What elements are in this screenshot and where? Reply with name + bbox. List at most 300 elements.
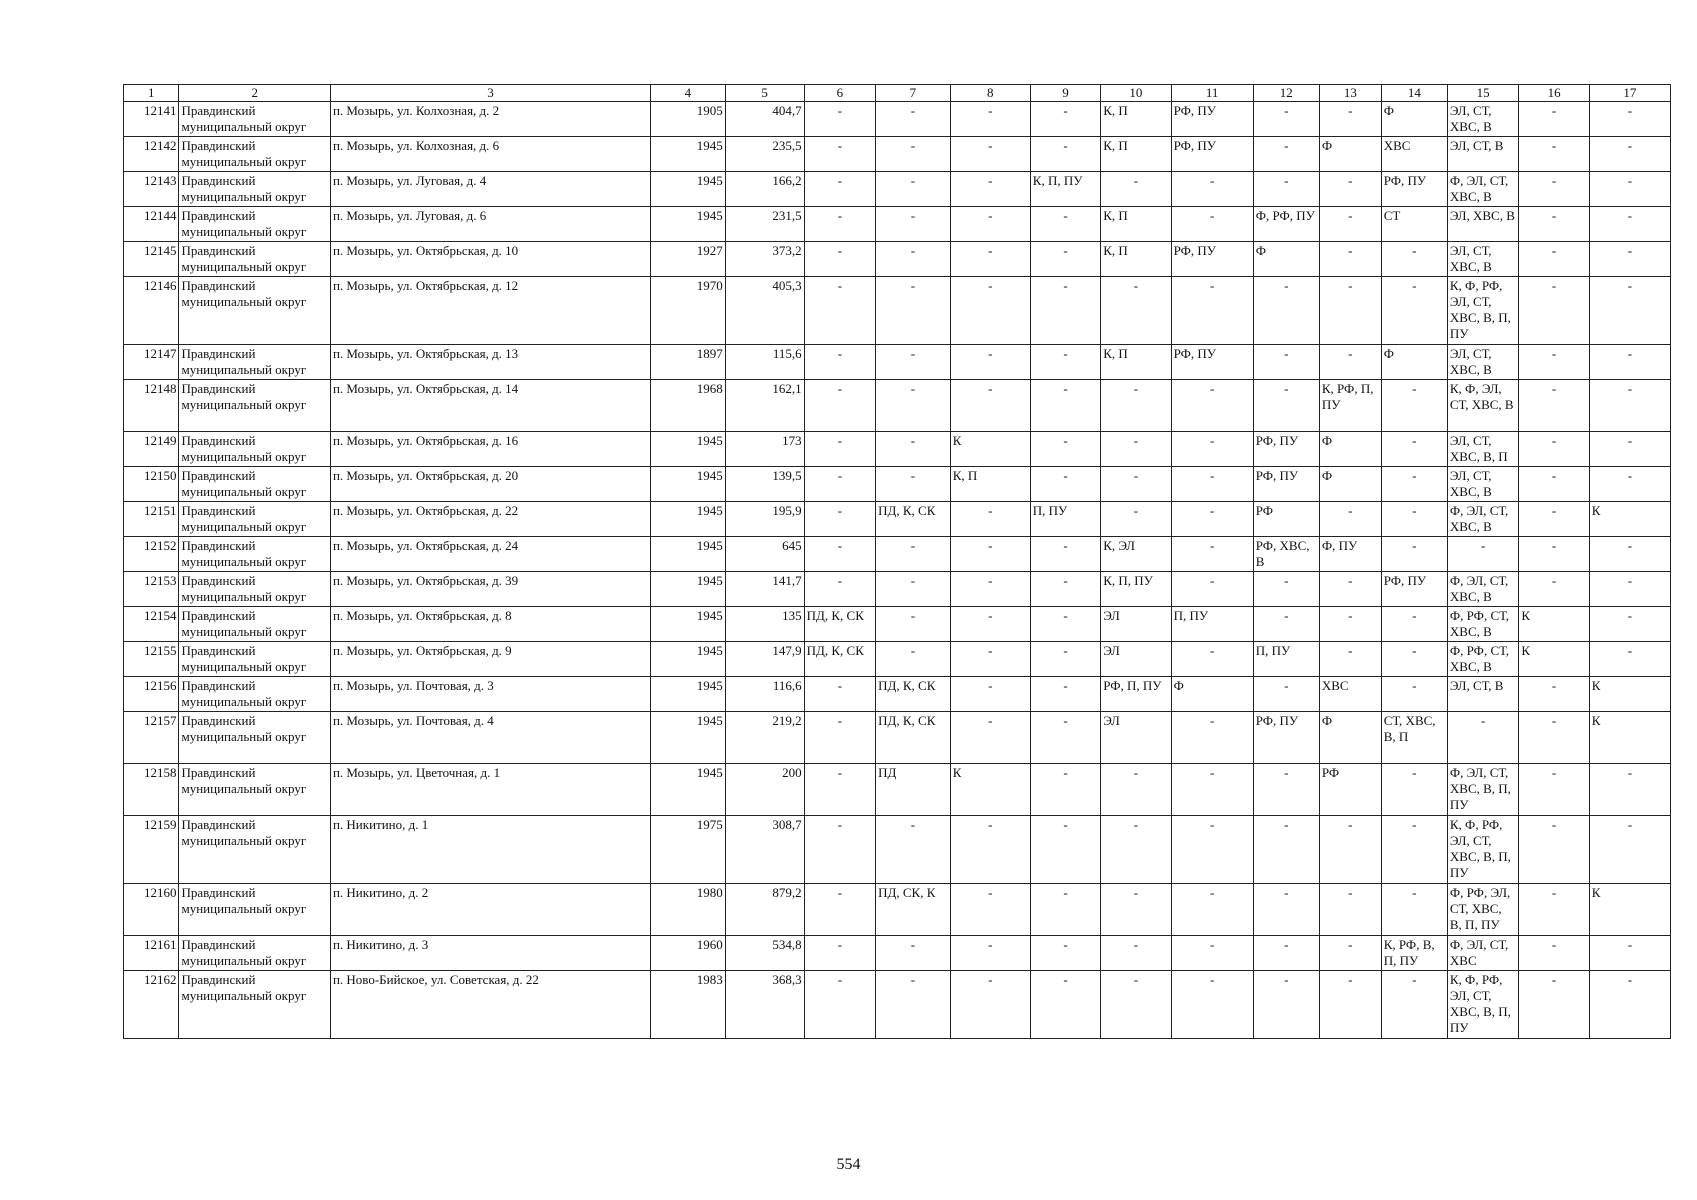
table-cell: 12151 [124, 502, 179, 537]
table-cell: - [950, 572, 1030, 607]
column-header: 17 [1589, 85, 1670, 102]
table-cell: 1970 [651, 277, 726, 345]
table-cell: 405,3 [725, 277, 804, 345]
table-cell: - [1589, 971, 1670, 1039]
table-cell: - [804, 277, 875, 345]
table-cell: 1945 [651, 432, 726, 467]
table-cell: 1980 [651, 884, 726, 936]
table-cell: - [1030, 432, 1100, 467]
table-cell: К, Ф, РФ, ЭЛ, СТ, ХВС, В, П, ПУ [1447, 971, 1518, 1039]
table-cell: 12153 [124, 572, 179, 607]
table-cell: - [1171, 572, 1253, 607]
table-cell: - [1319, 971, 1381, 1039]
column-header: 9 [1030, 85, 1100, 102]
table-cell: - [950, 137, 1030, 172]
table-cell: Ф [1171, 677, 1253, 712]
table-cell: - [950, 345, 1030, 380]
table-cell: - [804, 345, 875, 380]
table-cell: Правдинский муниципальный округ [179, 607, 330, 642]
table-cell: - [804, 677, 875, 712]
column-header: 5 [725, 85, 804, 102]
table-row [124, 607, 1671, 642]
table-cell: - [1519, 467, 1589, 502]
table-cell: Правдинский муниципальный округ [179, 884, 330, 936]
table-cell: - [1519, 712, 1589, 764]
table-row [124, 971, 1671, 1039]
table-cell: 1905 [651, 102, 726, 137]
table-cell: - [1589, 242, 1670, 277]
table-cell: - [804, 432, 875, 467]
table-row [124, 884, 1671, 936]
table-cell: п. Мозырь, ул. Октябрьская, д. 10 [330, 242, 650, 277]
table-cell: - [1319, 572, 1381, 607]
table-cell: ЭЛ, ХВС, В [1447, 207, 1518, 242]
table-cell: п. Никитино, д. 1 [330, 816, 650, 884]
table-cell: - [1381, 971, 1447, 1039]
column-header: 15 [1447, 85, 1518, 102]
table-cell: - [1253, 102, 1319, 137]
column-header: 11 [1171, 85, 1253, 102]
table-cell: Правдинский муниципальный округ [179, 432, 330, 467]
table-cell: - [1171, 467, 1253, 502]
table-cell: - [1319, 607, 1381, 642]
table-cell: К [1589, 677, 1670, 712]
table-cell: К, П, ПУ [1030, 172, 1100, 207]
table-cell: - [1589, 345, 1670, 380]
table-cell: - [1030, 242, 1100, 277]
table-cell: 219,2 [725, 712, 804, 764]
table-cell: - [876, 380, 951, 432]
table-row [124, 712, 1671, 764]
table-cell: 1945 [651, 677, 726, 712]
table-cell: - [1030, 102, 1100, 137]
table-cell: - [1171, 816, 1253, 884]
column-header: 7 [876, 85, 951, 102]
table-cell: - [1519, 277, 1589, 345]
table-cell: 1945 [651, 607, 726, 642]
table-row [124, 537, 1671, 572]
table-cell: Ф [1319, 467, 1381, 502]
column-header: 12 [1253, 85, 1319, 102]
table-cell: - [1519, 172, 1589, 207]
table-cell: 12141 [124, 102, 179, 137]
table-cell: К [1589, 712, 1670, 764]
table-cell: п. Никитино, д. 2 [330, 884, 650, 936]
table-cell: - [1171, 764, 1253, 816]
table-cell: - [1171, 712, 1253, 764]
table-cell: К [1519, 607, 1589, 642]
table-cell: - [1101, 380, 1171, 432]
table-cell: - [1589, 572, 1670, 607]
page-number: 554 [836, 1156, 861, 1173]
table-cell: - [1171, 936, 1253, 971]
table-cell: - [1171, 971, 1253, 1039]
table-cell: - [950, 502, 1030, 537]
table-cell: К, П [950, 467, 1030, 502]
table-cell: - [1101, 971, 1171, 1039]
table-cell: - [1589, 137, 1670, 172]
table-cell: - [804, 712, 875, 764]
table-cell: Ф, ЭЛ, СТ, ХВС, В [1447, 172, 1518, 207]
table-cell: 1897 [651, 345, 726, 380]
table-cell: - [1519, 884, 1589, 936]
table-cell: 12155 [124, 642, 179, 677]
table-cell: - [876, 207, 951, 242]
table-cell: - [804, 467, 875, 502]
table-cell: Правдинский муниципальный округ [179, 380, 330, 432]
table-cell: - [1519, 764, 1589, 816]
table-row [124, 936, 1671, 971]
table-cell: ПД [876, 764, 951, 816]
table-cell: - [1030, 207, 1100, 242]
table-cell: К [950, 764, 1030, 816]
table-cell: ЭЛ [1101, 642, 1171, 677]
table-cell: 12156 [124, 677, 179, 712]
table-cell: - [1519, 572, 1589, 607]
table-cell: Правдинский муниципальный округ [179, 207, 330, 242]
table-cell: - [804, 242, 875, 277]
table-cell: - [876, 432, 951, 467]
table-cell: Ф, РФ, СТ, ХВС, В [1447, 642, 1518, 677]
table-cell: - [804, 764, 875, 816]
table-cell: 534,8 [725, 936, 804, 971]
table-cell: - [1101, 432, 1171, 467]
table-cell: К, РФ, В, П, ПУ [1381, 936, 1447, 971]
table-row [124, 172, 1671, 207]
table-cell: - [1381, 277, 1447, 345]
table-cell: 115,6 [725, 345, 804, 380]
table-cell: - [1171, 884, 1253, 936]
table-cell: - [1030, 677, 1100, 712]
table-cell: - [1381, 537, 1447, 572]
table-cell: п. Мозырь, ул. Октябрьская, д. 9 [330, 642, 650, 677]
table-cell: 1945 [651, 537, 726, 572]
table-cell: - [1319, 277, 1381, 345]
table-cell: - [876, 277, 951, 345]
table-cell: - [876, 607, 951, 642]
table-cell: Ф, РФ, СТ, ХВС, В [1447, 607, 1518, 642]
table-cell: РФ, ПУ [1253, 467, 1319, 502]
table-cell: 173 [725, 432, 804, 467]
table-cell: - [1030, 971, 1100, 1039]
table-cell: - [1171, 432, 1253, 467]
table-cell: - [1253, 677, 1319, 712]
table-cell: - [1171, 277, 1253, 345]
table-cell: РФ, ПУ [1381, 572, 1447, 607]
table-cell: - [950, 277, 1030, 345]
table-cell: К [1589, 884, 1670, 936]
table-cell: СТ, ХВС, В, П [1381, 712, 1447, 764]
table-cell: СТ [1381, 207, 1447, 242]
table-cell: 1927 [651, 242, 726, 277]
table-cell: 139,5 [725, 467, 804, 502]
table-cell: - [1030, 607, 1100, 642]
table-row [124, 764, 1671, 816]
table-cell: - [1030, 816, 1100, 884]
table-cell: ХВС [1381, 137, 1447, 172]
table-cell: - [1030, 345, 1100, 380]
table-cell: - [950, 207, 1030, 242]
table-cell: - [1319, 207, 1381, 242]
table-cell: п. Мозырь, ул. Октябрьская, д. 39 [330, 572, 650, 607]
table-cell: п. Мозырь, ул. Октябрьская, д. 22 [330, 502, 650, 537]
table-cell: Ф [1319, 137, 1381, 172]
table-cell: - [1101, 816, 1171, 884]
table-cell: - [1519, 537, 1589, 572]
table-cell: - [876, 572, 951, 607]
table-cell: - [1447, 537, 1518, 572]
column-header: 6 [804, 85, 875, 102]
table-cell: ПД, К, СК [876, 712, 951, 764]
table-cell: - [950, 936, 1030, 971]
table-cell: - [1030, 380, 1100, 432]
table-cell: 12159 [124, 816, 179, 884]
table-cell: - [1030, 277, 1100, 345]
table-cell: - [1030, 137, 1100, 172]
table-cell: - [1319, 242, 1381, 277]
table-cell: 12143 [124, 172, 179, 207]
table-cell: ЭЛ, СТ, ХВС, В [1447, 102, 1518, 137]
table-cell: п. Мозырь, ул. Октябрьская, д. 8 [330, 607, 650, 642]
table-row [124, 502, 1671, 537]
table-cell: Правдинский муниципальный округ [179, 677, 330, 712]
table-cell: п. Мозырь, ул. Октябрьская, д. 24 [330, 537, 650, 572]
table-cell: - [1253, 172, 1319, 207]
table-cell: 12145 [124, 242, 179, 277]
table-cell: Ф [1381, 102, 1447, 137]
table-cell: ПД, СК, К [876, 884, 951, 936]
column-header: 2 [179, 85, 330, 102]
table-cell: - [1589, 607, 1670, 642]
table-cell: 12146 [124, 277, 179, 345]
table-cell: - [1589, 277, 1670, 345]
table-cell: - [1171, 642, 1253, 677]
table-cell: - [950, 102, 1030, 137]
table-cell: Правдинский муниципальный округ [179, 467, 330, 502]
table-cell: 235,5 [725, 137, 804, 172]
table-cell: 231,5 [725, 207, 804, 242]
table-cell: - [1319, 816, 1381, 884]
table-cell: 1975 [651, 816, 726, 884]
table-cell: п. Ново-Бийское, ул. Советская, д. 22 [330, 971, 650, 1039]
table-cell: ЭЛ, СТ, ХВС, В [1447, 242, 1518, 277]
table-cell: - [950, 172, 1030, 207]
table-cell: - [1519, 102, 1589, 137]
table-cell: - [804, 137, 875, 172]
table-cell: - [876, 467, 951, 502]
table-cell: РФ, ПУ [1253, 432, 1319, 467]
table-cell: - [1519, 242, 1589, 277]
table-cell: К [1589, 502, 1670, 537]
table-cell: - [804, 572, 875, 607]
table-row [124, 137, 1671, 172]
table-cell: 12149 [124, 432, 179, 467]
table-cell: - [950, 816, 1030, 884]
table-cell: - [1447, 712, 1518, 764]
table-cell: 200 [725, 764, 804, 816]
table-cell: - [1319, 936, 1381, 971]
table-cell: Ф [1319, 712, 1381, 764]
table-cell: Правдинский муниципальный округ [179, 537, 330, 572]
table-cell: К, П [1101, 242, 1171, 277]
table-cell: п. Мозырь, ул. Октябрьская, д. 20 [330, 467, 650, 502]
table-cell: 1968 [651, 380, 726, 432]
table-row [124, 380, 1671, 432]
table-cell: - [804, 102, 875, 137]
table-cell: 116,6 [725, 677, 804, 712]
table-cell: - [1381, 884, 1447, 936]
table-cell: К, П [1101, 137, 1171, 172]
table-cell: - [876, 345, 951, 380]
table-cell: - [1030, 537, 1100, 572]
table-cell: 1945 [651, 764, 726, 816]
table-cell: п. Мозырь, ул. Октябрьская, д. 16 [330, 432, 650, 467]
table-cell: К, Ф, ЭЛ, СТ, ХВС, В [1447, 380, 1518, 432]
table-cell: 12161 [124, 936, 179, 971]
table-cell: - [1381, 607, 1447, 642]
table-cell: Правдинский муниципальный округ [179, 816, 330, 884]
table-cell: - [1253, 137, 1319, 172]
table-cell: 1945 [651, 712, 726, 764]
table-cell: 1945 [651, 137, 726, 172]
table-cell: - [1101, 467, 1171, 502]
table-cell: - [1030, 936, 1100, 971]
table-cell: 1945 [651, 572, 726, 607]
table-cell: - [1381, 380, 1447, 432]
table-cell: - [1101, 764, 1171, 816]
table-cell: РФ, ХВС, В [1253, 537, 1319, 572]
table-cell: 879,2 [725, 884, 804, 936]
table-cell: - [1381, 816, 1447, 884]
table-cell: - [1171, 172, 1253, 207]
column-header: 14 [1381, 85, 1447, 102]
table-cell: 12147 [124, 345, 179, 380]
table-cell: - [1519, 380, 1589, 432]
table-cell: - [1101, 277, 1171, 345]
table-cell: Правдинский муниципальный округ [179, 642, 330, 677]
table-cell: п. Никитино, д. 3 [330, 936, 650, 971]
table-cell: - [1519, 137, 1589, 172]
table-cell: К, Ф, РФ, ЭЛ, СТ, ХВС, В, П, ПУ [1447, 816, 1518, 884]
table-cell: - [1589, 764, 1670, 816]
table-cell: - [1253, 345, 1319, 380]
table-cell: п. Мозырь, ул. Колхозная, д. 6 [330, 137, 650, 172]
table-cell: - [1319, 884, 1381, 936]
table-cell: - [950, 642, 1030, 677]
table-cell: - [950, 971, 1030, 1039]
table-cell: - [804, 936, 875, 971]
table-cell: 1983 [651, 971, 726, 1039]
table-cell: - [950, 537, 1030, 572]
table-cell: - [1253, 380, 1319, 432]
table-cell: 147,9 [725, 642, 804, 677]
table-cell: Правдинский муниципальный округ [179, 277, 330, 345]
table-cell: Правдинский муниципальный округ [179, 936, 330, 971]
table-cell: - [876, 971, 951, 1039]
table-cell: 12152 [124, 537, 179, 572]
table-cell: ЭЛ, СТ, ХВС, В [1447, 345, 1518, 380]
table-cell: - [1519, 502, 1589, 537]
table-cell: - [1589, 207, 1670, 242]
table-cell: - [804, 172, 875, 207]
table-cell: - [1319, 172, 1381, 207]
table-cell: - [1253, 607, 1319, 642]
table-cell: - [1030, 642, 1100, 677]
column-header: 16 [1519, 85, 1589, 102]
table-cell: Ф, ЭЛ, СТ, ХВС, В [1447, 572, 1518, 607]
table-cell: ПД, К, СК [804, 642, 875, 677]
table-cell: - [1101, 172, 1171, 207]
table-cell: 12157 [124, 712, 179, 764]
registry-table [123, 84, 1671, 1039]
table-cell: - [1589, 172, 1670, 207]
column-header: 3 [330, 85, 650, 102]
table-cell: - [804, 816, 875, 884]
table-cell: 195,9 [725, 502, 804, 537]
table-cell: РФ, ПУ [1381, 172, 1447, 207]
table-cell: Ф [1319, 432, 1381, 467]
table-cell: - [1319, 102, 1381, 137]
table-cell: - [1253, 764, 1319, 816]
table-cell: - [1519, 816, 1589, 884]
table-row [124, 242, 1671, 277]
table-cell: - [1253, 936, 1319, 971]
table-cell: - [1589, 936, 1670, 971]
table-cell: - [1030, 884, 1100, 936]
table-row [124, 642, 1671, 677]
table-cell: Ф, ЭЛ, СТ, ХВС [1447, 936, 1518, 971]
table-cell: - [1253, 884, 1319, 936]
table-cell: - [876, 102, 951, 137]
table-cell: ЭЛ, СТ, В [1447, 137, 1518, 172]
table-cell: - [804, 537, 875, 572]
table-cell: - [1253, 277, 1319, 345]
table-cell: К, ЭЛ [1101, 537, 1171, 572]
table-cell: 1945 [651, 467, 726, 502]
table-cell: - [1101, 884, 1171, 936]
table-cell: - [1101, 502, 1171, 537]
table-cell: п. Мозырь, ул. Почтовая, д. 3 [330, 677, 650, 712]
table-cell: Правдинский муниципальный округ [179, 102, 330, 137]
header-row [124, 85, 1671, 102]
table-header [124, 85, 1671, 102]
table-cell: РФ, ПУ [1171, 242, 1253, 277]
table-cell: Правдинский муниципальный округ [179, 971, 330, 1039]
table-cell: - [876, 537, 951, 572]
table-cell: К, П, ПУ [1101, 572, 1171, 607]
table-cell: п. Мозырь, ул. Почтовая, д. 4 [330, 712, 650, 764]
table-row [124, 467, 1671, 502]
table-cell: 12154 [124, 607, 179, 642]
table-cell: - [1519, 677, 1589, 712]
table-cell: п. Мозырь, ул. Октябрьская, д. 14 [330, 380, 650, 432]
table-cell: 166,2 [725, 172, 804, 207]
table-cell: - [950, 242, 1030, 277]
table-cell: - [804, 380, 875, 432]
table-cell: - [1171, 502, 1253, 537]
table-row [124, 102, 1671, 137]
table-cell: - [1171, 537, 1253, 572]
table-cell: Ф, ЭЛ, СТ, ХВС, В [1447, 502, 1518, 537]
column-header: 1 [124, 85, 179, 102]
table-cell: Ф, ЭЛ, СТ, ХВС, В, П, ПУ [1447, 764, 1518, 816]
table-cell: - [1519, 345, 1589, 380]
table-cell: - [1030, 467, 1100, 502]
table-cell: - [1381, 764, 1447, 816]
table-row [124, 345, 1671, 380]
table-cell: - [1253, 572, 1319, 607]
table-cell: - [1519, 432, 1589, 467]
